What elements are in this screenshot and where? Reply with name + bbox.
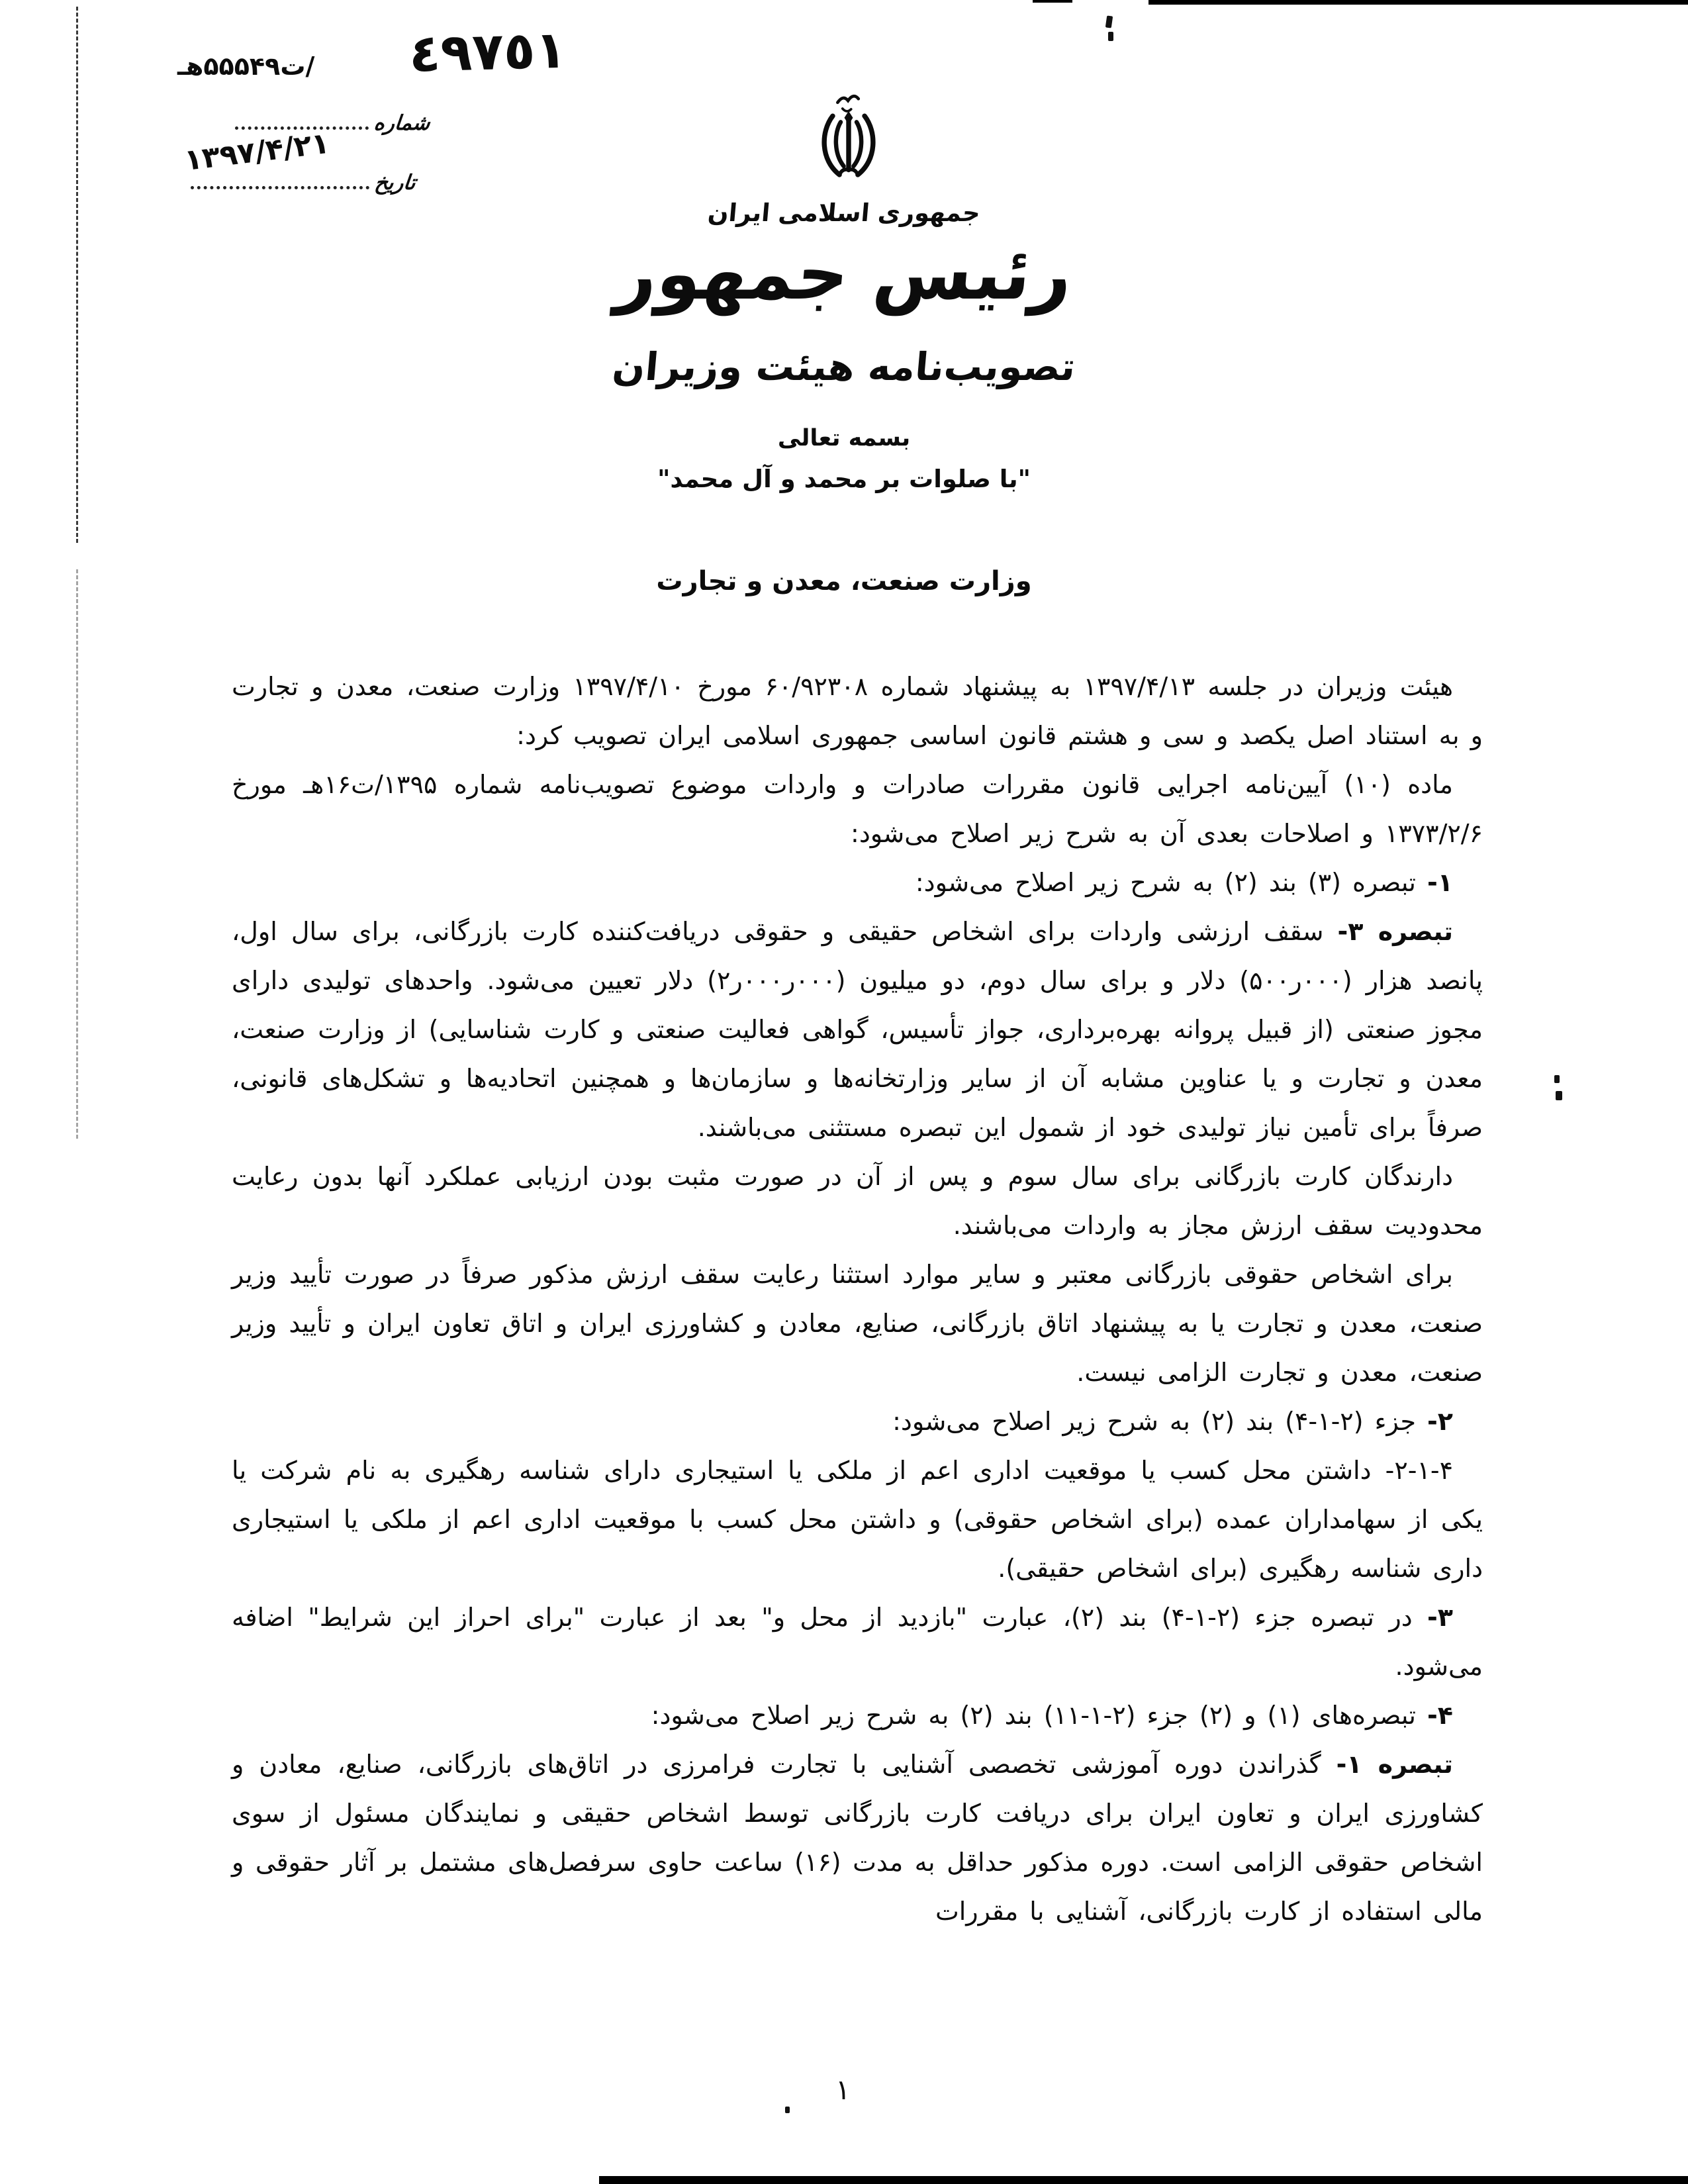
- date-field: [191, 171, 416, 195]
- paragraph-note-1: [232, 1740, 1483, 1936]
- scan-artifact-top-bar: [1149, 0, 1688, 5]
- scan-speck: [1105, 15, 1113, 28]
- paragraph-article: [232, 760, 1483, 858]
- paragraph-lead: ۲-: [1427, 1407, 1453, 1436]
- scan-speck: [1554, 1075, 1560, 1083]
- salutation: "با صلوات بر محمد و آل محمد": [657, 465, 1031, 493]
- date-dotted-line: [191, 185, 369, 189]
- paragraph-cardholders: [232, 1152, 1483, 1250]
- paragraph-note-3: [232, 907, 1483, 1152]
- paragraph-lead: تبصره ۱-: [1336, 1750, 1453, 1779]
- resolution-title: تصویب‌نامه هیئت وزیران: [610, 344, 1078, 389]
- paragraph-item-3: [232, 1593, 1483, 1691]
- scan-artifact-bottom-bar: [599, 2176, 1688, 2184]
- ministry-heading: وزارت صنعت، معدن و تجارت: [656, 566, 1032, 596]
- paragraph-text: جزء (۲-۱-۴) بند (۲) به شرح زیر اصلاح می‌شود:: [892, 1407, 1428, 1436]
- paragraph-lead: ۱-: [1427, 868, 1453, 897]
- paragraph-clause-2-1-4: [232, 1446, 1483, 1593]
- scan-artifact-top-tick: [1033, 0, 1072, 3]
- document-body: [232, 662, 1483, 1936]
- paragraph-lead: تبصره ۳-: [1337, 917, 1453, 946]
- paragraph-lead: ۳-: [1427, 1603, 1453, 1632]
- paragraph-lead: ۴-: [1427, 1701, 1453, 1730]
- number-field: [235, 111, 430, 135]
- paragraph-text: هیئت وزیران در جلسه ۱۳۹۷/۴/۱۳ به پیشنهاد شماره ۶۰/۹۲۳۰۸ مورخ ۱۳۹۷/۴/۱۰ وزارت صنعت، معدن و تجارت و به استناد اصل یکصد و سی و هشتم قانون اساسی جمهوری اسلامی ایران تصویب کرد:: [232, 672, 1483, 750]
- paragraph-text: تبصره (۳) بند (۲) به شرح زیر اصلاح می‌شود:: [915, 868, 1428, 897]
- page-number: ۱: [835, 2073, 851, 2106]
- paragraph-text: ۲-۱-۴- داشتن محل کسب یا موقعیت اداری اعم از ملکی یا استیجاری دارای شناسه رهگیری به نام شرکت یا یکی از سهامداران عمده (برای اشخاص حقوقی) و داشتن محل کسب با موقعیت اداری اعم از ملکی یا استیجاری داری شناسه رهگیری (برای اشخاص حقیقی).: [232, 1456, 1483, 1583]
- resolution-reference-number: /ت۵۵۵۴۹هـ: [177, 52, 315, 81]
- number-label: شماره: [373, 111, 432, 135]
- handwritten-date: ۱۳۹۷/۴/۲۱: [182, 126, 332, 178]
- scan-artifact-left-dashes-faint: [76, 569, 78, 1139]
- president-title: رئیس جمهور: [612, 233, 1076, 316]
- paragraph-text: سقف ارزشی واردات برای اشخاص حقیقی و حقوقی دریافت‌کننده کارت بازرگانی، برای سال اول، پانصد هزار (۰۰۰ر۵۰۰) دلار و برای سال دوم، دو میلیون (۰۰۰ر۰۰۰ر۲) دلار تعیین می‌شود. واحدهای تولیدی دارای مجوز صنعتی (از قبیل پروانه بهره‌برداری، جواز تأسیس، گواهی فعالیت صنعتی و کارت شناسایی) از وزارت صنعت، معدن و تجارت و یا عناوین مشابه آن از سایر وزارتخانه‌ها و سازمان‌ها و همچنین اتحادیه‌ها و تشکل‌های قانونی، صرفاً برای تأمین نیاز تولیدی خود از شمول این تبصره مستثنی می‌باشند.: [232, 917, 1483, 1142]
- paragraph-text: ماده (۱۰) آیین‌نامه اجرایی قانون مقررات صادرات و واردات موضوع تصویب‌نامه شماره ۱۳۹۵/ت۱۶هـ مورخ ۱۳۷۳/۲/۶ و اصلاحات بعدی آن به شرح زیر اصلاح می‌شود:: [232, 770, 1483, 848]
- paragraph-text: گذراندن دوره آموزشی تخصصی آشنایی با تجارت فرامرزی در اتاق‌های بازرگانی، صنایع، معادن و کشاورزی ایران و تعاون ایران برای دریافت کارت بازرگانی توسط اشخاص حقیقی و نمایندگان مسئول از سوی اشخاص حقوقی الزامی است. دوره مذکور حداقل به مدت (۱۶) ساعت حاوی سرفصل‌های مشتمل بر آثار حقوقی و مالی استفاده از کارت بازرگانی، آشنایی با مقررات: [232, 1750, 1483, 1926]
- date-label: تاریخ: [373, 171, 417, 195]
- paragraph-item-1: [232, 858, 1483, 907]
- paragraph-text: دارندگان کارت بازرگانی برای سال سوم و پس از آن در صورت مثبت بودن ارزیابی عملکرد آنها بدون رعایت محدودیت سقف ارزش مجاز به واردات می‌باشند.: [232, 1162, 1483, 1240]
- paragraph-item-4: [232, 1691, 1483, 1740]
- paragraph-text: در تبصره جزء (۲-۱-۴) بند (۲)، عبارت "بازدید از محل و" بعد از عبارت "برای احراز این شرایط" اضافه می‌شود.: [232, 1603, 1483, 1681]
- paragraph-exceptions: [232, 1250, 1483, 1397]
- paragraph-text: تبصره‌های (۱) و (۲) جزء (۲-۱-۱۱) بند (۲) به شرح زیر اصلاح می‌شود:: [651, 1701, 1428, 1730]
- paragraph-preamble: [232, 662, 1483, 760]
- scan-speck: [785, 2107, 790, 2113]
- paragraph-text: برای اشخاص حقوقی بازرگانی معتبر و سایر موارد استثنا رعایت سقف ارزش مذکور صرفاً در صورت تأیید وزیر صنعت، معدن و تجارت یا به پیشنهاد اتاق بازرگانی، صنایع، معادن و کشاورزی ایران و اتاق تعاون ایران و تأیید وزیر صنعت، معدن و تجارت الزامی نیست.: [232, 1260, 1483, 1387]
- bismillah: بسمه تعالی: [777, 425, 911, 451]
- paragraph-item-2: [232, 1397, 1483, 1446]
- scan-speck: [1556, 1091, 1562, 1100]
- country-title: جمهوری اسلامی ایران: [706, 199, 982, 227]
- handwritten-registration-number: ٤٩٧٥١: [408, 20, 568, 84]
- iran-national-emblem: [802, 93, 895, 191]
- scan-speck: [1108, 32, 1113, 41]
